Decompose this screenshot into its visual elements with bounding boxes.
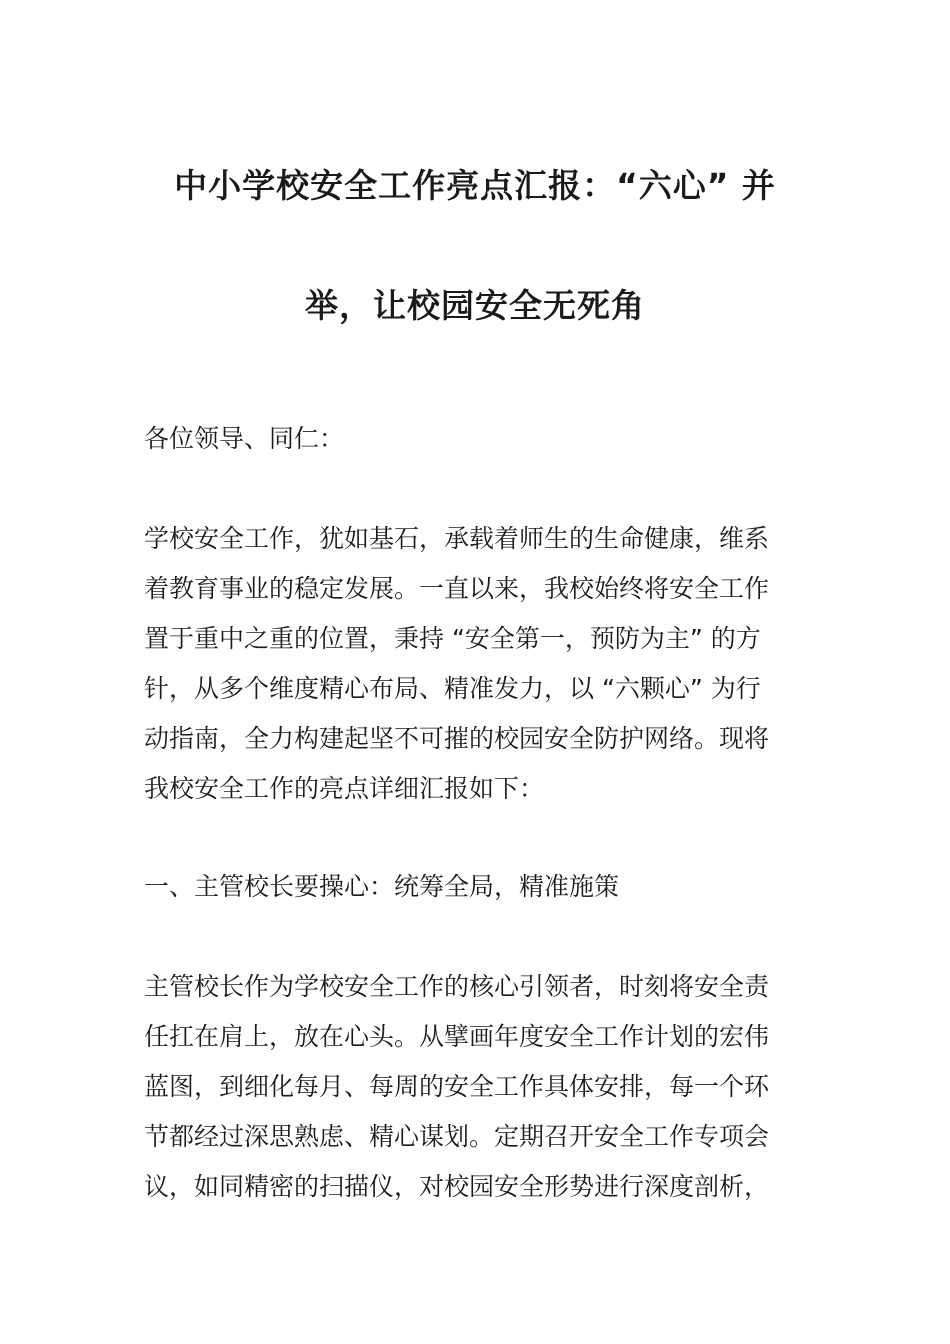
- document-title-line-2: 举，让校园安全无死角: [305, 286, 645, 325]
- intro-line: 我校安全工作的亮点详细汇报如下：: [144, 774, 545, 803]
- section-1-line: 任扛在肩上，放在心头。从擘画年度安全工作计划的宏伟: [144, 1022, 770, 1051]
- section-1-line: 蓝图，到细化每月、每周的安全工作具体安排，每一个环: [144, 1072, 770, 1101]
- intro-line: 学校安全工作，犹如基石，承载着师生的生命健康，维系: [144, 524, 770, 553]
- section-1-line: 议，如同精密的扫描仪，对校园安全形势进行深度剖析，: [144, 1172, 770, 1201]
- intro-line: 着教育事业的稳定发展。一直以来，我校始终将安全工作: [144, 574, 770, 603]
- section-1-heading: 一、主管校长要操心：统筹全局，精准施策: [144, 872, 620, 901]
- intro-line: 针，从多个维度精心布局、精准发力，以 “六颗心” 为行: [144, 674, 761, 703]
- section-1-line: 主管校长作为学校安全工作的核心引领者，时刻将安全责: [144, 972, 770, 1001]
- section-1-paragraph: [144, 962, 812, 1212]
- salutation: 各位领导、同仁：: [144, 424, 345, 453]
- intro-paragraph: [144, 514, 812, 814]
- section-1-line: 节都经过深思熟虑、精心谋划。定期召开安全工作专项会: [144, 1122, 770, 1151]
- document-title-line-1: 中小学校安全工作亮点汇报：“六心” 并: [174, 166, 776, 205]
- intro-line: 动指南，全力构建起坚不可摧的校园安全防护网络。现将: [144, 724, 770, 753]
- intro-line: 置于重中之重的位置，秉持 “安全第一，预防为主” 的方: [144, 624, 761, 653]
